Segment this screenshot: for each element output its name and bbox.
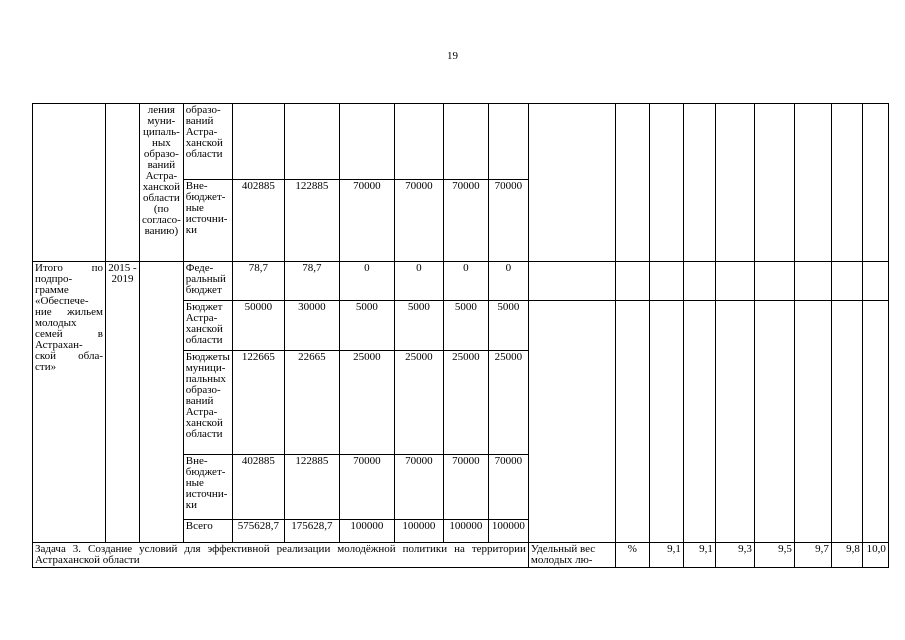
value-cell: 70000: [443, 455, 488, 520]
value-cell: 78,7: [232, 262, 284, 301]
source-cell: Бюджеты муници-пальных образо-ваний Астра-ханской области: [183, 351, 232, 455]
indicator-value: 9,1: [649, 543, 683, 568]
value-cell: 30000: [284, 301, 339, 351]
indicator-value: 10,0: [862, 543, 888, 568]
value-cell: 122885: [284, 180, 339, 262]
empty-cell: [106, 104, 140, 262]
program-table: [32, 103, 889, 568]
value-cell: 25000: [443, 351, 488, 455]
period-cell: 2015 - 2019: [106, 262, 140, 543]
value-cell: 100000: [339, 520, 394, 543]
empty-cell: [140, 262, 184, 543]
value-cell: 5000: [339, 301, 394, 351]
indicator-value: 9,1: [683, 543, 715, 568]
value-cell: 402885: [232, 180, 284, 262]
value-cell: 5000: [488, 301, 528, 351]
empty-cell: [33, 104, 106, 262]
value-cell: 25000: [394, 351, 443, 455]
indicator-cell: Удельный вес молодых лю-: [528, 543, 615, 568]
value-cell: 70000: [394, 455, 443, 520]
value-cell: 70000: [339, 180, 394, 262]
value-cell: 50000: [232, 301, 284, 351]
value-cell: 575628,7: [232, 520, 284, 543]
value-cell: 100000: [394, 520, 443, 543]
indicator-value: 9,3: [715, 543, 754, 568]
value-cell: 5000: [394, 301, 443, 351]
value-cell: 100000: [443, 520, 488, 543]
value-cell: 70000: [339, 455, 394, 520]
indicator-value: 9,8: [831, 543, 862, 568]
table-row: [33, 262, 889, 301]
value-cell: 122885: [284, 455, 339, 520]
value-cell: 70000: [394, 180, 443, 262]
source-cell: образо-ваний Астра-ханской области: [183, 104, 232, 180]
value-cell: 0: [443, 262, 488, 301]
indicator-value: 9,5: [754, 543, 794, 568]
source-cell: Бюджет Астра-ханской области: [183, 301, 232, 351]
value-cell: 22665: [284, 351, 339, 455]
value-cell: 402885: [232, 455, 284, 520]
value-cell: 0: [488, 262, 528, 301]
task-3-title: Задача 3. Создание условий для эффективной реализации молодёжной политики на территории Астраханской области: [33, 543, 529, 568]
page-number: 19: [447, 50, 458, 62]
value-cell: 175628,7: [284, 520, 339, 543]
indicator-value: 9,7: [794, 543, 831, 568]
value-cell: 0: [339, 262, 394, 301]
subprogram-total-title: Итого по подпро-грамме «Обеспече-ние жильем молодых семей в Астрахан-ской обла-сти»: [33, 262, 106, 543]
executor-cell: ления муни-ципаль-ных образо-ваний Астра-ханской области (по согласо-ванию): [140, 104, 184, 262]
value-cell: 5000: [443, 301, 488, 351]
table-row: [33, 543, 889, 568]
value-cell: 100000: [488, 520, 528, 543]
source-cell: Вне-бюджет-ные источни-ки: [183, 455, 232, 520]
value-cell: 25000: [488, 351, 528, 455]
value-cell: 0: [394, 262, 443, 301]
value-cell: 122665: [232, 351, 284, 455]
value-cell: 70000: [443, 180, 488, 262]
value-cell: 70000: [488, 455, 528, 520]
value-cell: 78,7: [284, 262, 339, 301]
unit-cell: %: [615, 543, 649, 568]
value-cell: 25000: [339, 351, 394, 455]
table-row: [33, 104, 889, 180]
source-cell: Вне-бюджет-ные источни-ки: [183, 180, 232, 262]
source-cell: Феде-ральный бюджет: [183, 262, 232, 301]
source-cell: Всего: [183, 520, 232, 543]
value-cell: 70000: [488, 180, 528, 262]
